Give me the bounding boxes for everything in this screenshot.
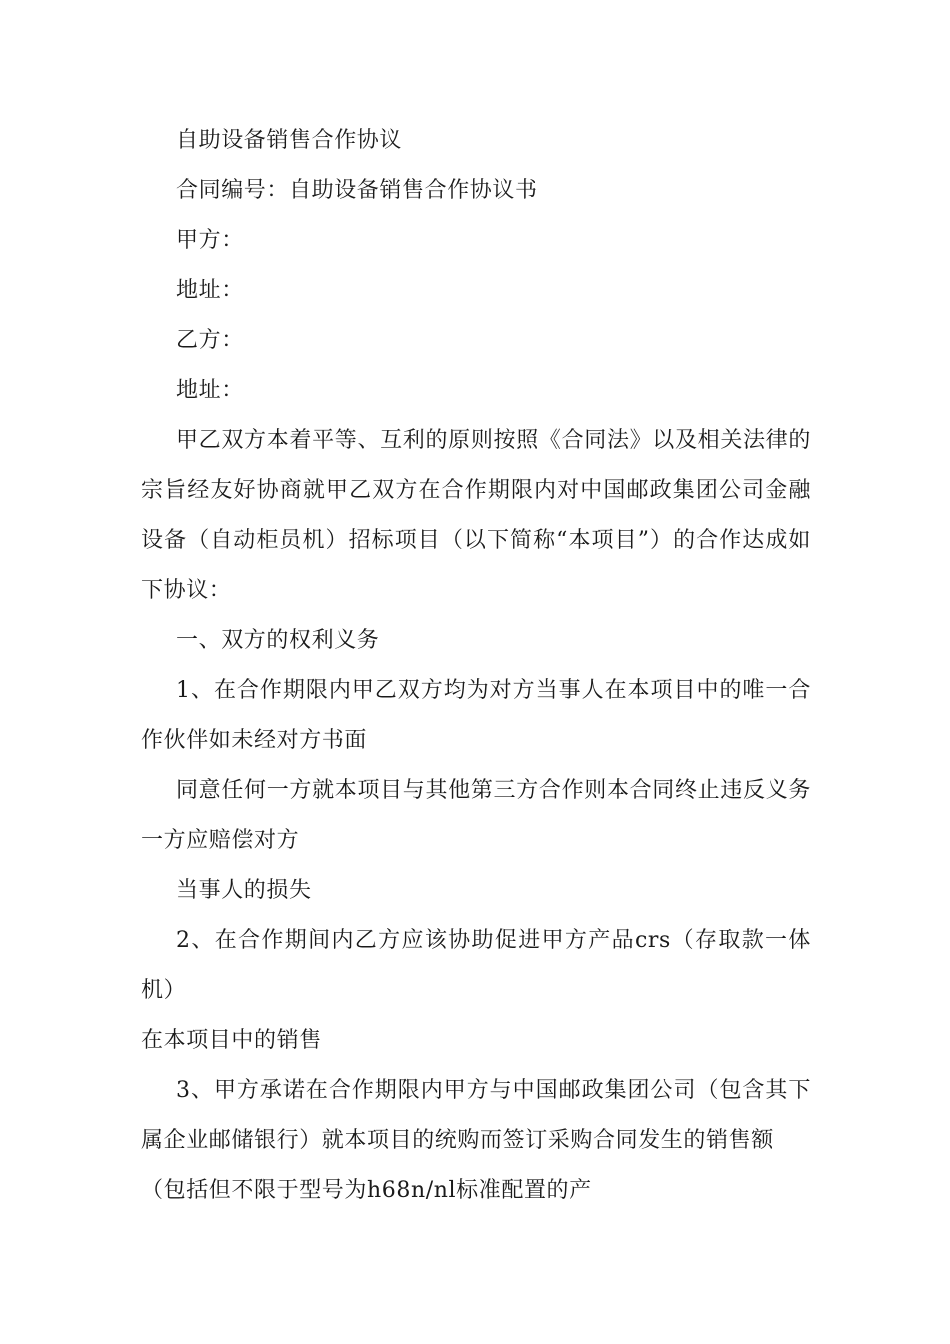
clause-1-continuation: 同意任何一方就本项目与其他第三方合作则本合同终止违反义务一方应赔偿对方 [141, 778, 811, 853]
party-a-label: 甲方： [176, 228, 244, 253]
document-body [141, 116, 811, 1216]
clause-3-paragraph: 3、甲方承诺在合作期限内甲方与中国邮政集团公司（包含其下属企业邮储银行）就本项目的统购而签订采购合同发生的销售额 [141, 1078, 811, 1153]
clause-2-paragraph: 2、在合作期间内乙方应该协助促进甲方产品crs（存取款一体机） [141, 928, 811, 1003]
clause-1-paragraph: 1、在合作期限内甲乙双方均为对方当事人在本项目中的唯一合作伙伴如未经对方书面 [141, 678, 811, 753]
clause-1-end: 当事人的损失 [176, 878, 312, 903]
preamble-paragraph: 甲乙双方本着平等、互利的原则按照《合同法》以及相关法律的宗旨经友好协商就甲乙双方在合作期限内对中国邮政集团公司金融设备（自动柜员机）招标项目（以下简称“本项目”）的合作达成如下协议： [141, 428, 811, 603]
party-b-address: 地址： [176, 378, 244, 403]
clause-3-continuation: （包括但不限于型号为h68n/nl标准配置的产 [141, 1178, 592, 1203]
document-title: 自助设备销售合作协议 [176, 128, 403, 153]
party-a-address: 地址： [176, 278, 244, 303]
clause-2-continuation: 在本项目中的销售 [141, 1028, 322, 1053]
contract-number: 合同编号：自助设备销售合作协议书 [176, 178, 538, 203]
section-1-heading: 一、双方的权利义务 [176, 628, 380, 653]
party-b-label: 乙方： [176, 328, 244, 353]
